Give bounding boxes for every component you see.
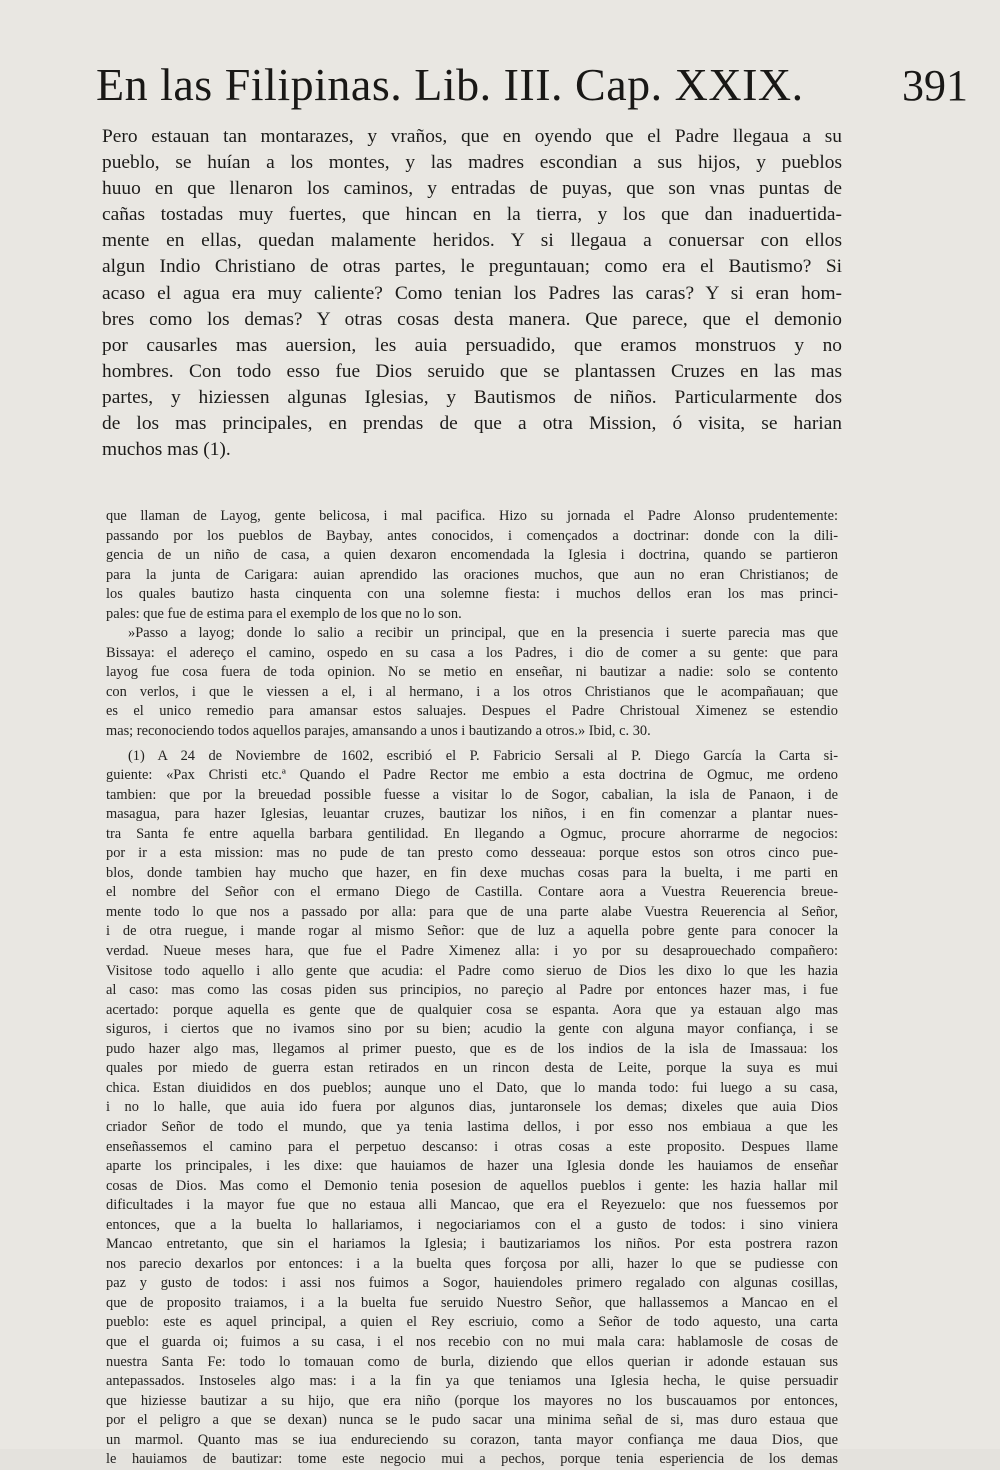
- footnote-line: pales: que fue de estima para el exemplo de los que no lo son.: [106, 605, 462, 622]
- footnote-line: guiente: «Pax Christi etc.ª Quando el Padre Rector me embio a esta doctrina de Ogmuc, me ordeno: [106, 767, 838, 784]
- footnote-line: Bissaya: el adereço el camino, ospedo en su casa a los Padres, i dio de comer a su gente: que para: [106, 644, 838, 661]
- main-text: [102, 124, 842, 463]
- footnote-line: que el guarda oi; fuimos a su casa, i el nos recebio con no mui mala cara: hablamosle de cosas de: [106, 1333, 838, 1350]
- footnote-line: criador Señor de todo el mundo, que ya tenia lastima dellos, i por esso nos embiaua a que les: [106, 1118, 838, 1135]
- footnote-line: Visitose todo aquello i allo gente que acudia: el Padre como sieruo de Dios les dixo lo que les hazia: [106, 962, 838, 979]
- text-line: muchos mas (1).: [102, 439, 231, 461]
- footnote-line: nuestra Santa Fe: todo lo tomauan como de burla, diziendo que ellos querian ir adonde estauan sus: [106, 1353, 838, 1370]
- footnote-line: nos parecio dexarlos por entonces: i a la buelta ques forçosa por alli, hazer lo que se pudiesse con: [106, 1255, 838, 1272]
- footnote-block-3: [106, 747, 838, 1470]
- footnote-line: es el unico remedio para amansar estos saluajes. Despues el Padre Christoual Ximenez se estendio: [106, 703, 838, 720]
- footnote-line: blos, donde tambien hay mucho que hazer, en fin dexe muchas cosas para la buelta, i me parti en: [106, 864, 838, 881]
- footnote-line: »Passo a layog; donde lo salio a recibir un principal, que en la presencia i suerte parecia mas que: [128, 625, 838, 642]
- text-line: hombres. Con todo esso fue Dios seruido que se plantassen Cruzes en las mas: [102, 360, 842, 382]
- text-line: acaso el agua era muy caliente? Como tenian los Padres las caras? Y si eran hom-: [102, 282, 842, 304]
- text-line: pueblo, se huían a los montes, y las madres escondian a sus hijos, y pueblos: [102, 152, 842, 174]
- footnote-line: Mancao entretanto, que sin el hariamos la Iglesia; i bautizariamos los niños. Por esta postrera razon: [106, 1236, 838, 1253]
- footnote-block-1: [106, 507, 838, 624]
- footnote-line: dificultades i la mayor fue que no estaua alli Mancao, que era el Reyezuelo: que nos fuessemos por: [106, 1197, 838, 1214]
- footnote-line: le hauiamos de bautizar: tome este negocio mui a pechos, porque tenia esperiencia de los demas: [106, 1451, 838, 1468]
- footnote-line: el nombre del Señor con el ermano Diego de Castilla. Contare aora a Vuestra Reuerencia breue-: [106, 884, 838, 901]
- footnote-line: quales por miedo de guerra estan retirados en un rincon desta de Leite, porque la suya es mui: [106, 1060, 838, 1077]
- footnote-line: al caso: mas como las cosas piden sus principios, no pareçio al Padre por entonces hazer mas, i fue: [106, 982, 838, 999]
- footnote-line: paz y gusto de todos: i assi nos fuimos a Sogor, hauiendoles primero regalado con algunas cosillas,: [106, 1275, 838, 1292]
- footnote-line: mas; reconociendo todos aquellos parajes, amansando a unos i bautizando a otros.» Ibid, c. 30.: [106, 723, 651, 740]
- text-line: mente en ellas, quedan malamente heridos. Y si llegaua a conuersar con ellos: [102, 230, 842, 252]
- footnote-line: pudo hazer algo mas, llegamos al primer puesto, que es de los indios de la isla de Imassaua: los: [106, 1040, 838, 1057]
- footnote-line: pueblo: este es aquel principal, a quien el Rey escriuio, como a Señor de todo aquesto, una carta: [106, 1314, 838, 1331]
- footnote-line: tra Santa fe entre aquella barbara gentilidad. En llegando a Ogmuc, procure ahorrarme de negocios:: [106, 825, 838, 842]
- text-line: partes, y hiziessen algunas Iglesias, y Bautismos de niños. Particularmente dos: [102, 386, 842, 408]
- text-line: por causarles mas auersion, les auia persuadido, que eramos monstruos y no: [102, 334, 842, 356]
- text-line: de los mas principales, en prendas de que a otra Mission, ó visita, se harian: [102, 413, 842, 435]
- footnote-line: aparte los principales, i les dixe: que hauiamos de hazer una Iglesia donde les hauiamos de enseñar: [106, 1158, 838, 1175]
- text-line: cañas tostadas muy fuertes, que hincan en la tierra, y los que dan inaduertida-: [102, 204, 842, 226]
- page-number: 391: [902, 61, 968, 110]
- footnote-line: entonces, que a la buelta lo hallariamos, i negociariamos con el a gusto de todos: i sino viniera: [106, 1216, 838, 1233]
- footnote-line: enseñassemos el camino para el perpetuo descanso: i otras cosas a este proposito. Despues llame: [106, 1138, 838, 1155]
- footnote-line: que de proposito traiamos, i a la buelta fue seruido Nuestro Señor, que hallassemos a Mancao en el: [106, 1294, 838, 1311]
- footnote-line: acertado: porque aquella es gente que de qualquier cosa se espanta. Aora que ya estauan algo mas: [106, 1001, 838, 1018]
- footnote-line: tambien: que por la breuedad possible fuesse a visitar lo de Sogor, cabalian, la isla de Panaon, i de: [106, 786, 838, 803]
- footnote-line: por el peligro a que se dexan) nunca se le pudo sacar una minima señal de si, mas duro estaua que: [106, 1412, 838, 1429]
- footnotes: [106, 507, 838, 1470]
- footnote-line: i de otra ruegue, i mande rogar al mismo Señor: que de luz a aquella pobre gente para conocer la: [106, 923, 838, 940]
- footnote-line: un marmol. Quanto mas se iua endureciendo su corazon, tanta mayor confiança me daua Dios, que: [106, 1431, 838, 1448]
- footnote-line: i no lo halle, que auia ido fuera por algunos dias, juntaronsele los demas; dixeles que auia Dios: [106, 1099, 838, 1116]
- running-head: [96, 58, 968, 128]
- footnote-line: cosas de Dios. Mas como el Demonio tenia posesion de aquellos pueblos i gente: les hazia hallar mil: [106, 1177, 838, 1194]
- footnote-line: los quales bautizo hasta cinquenta con una solemne fiesta: i muchos dellos eran los mas princi-: [106, 586, 838, 603]
- footnote-line: gencia de un niño de casa, a quien dexaron encomendada la Iglesia i doctrina, quando se partieron: [106, 547, 838, 564]
- text-line: Pero estauan tan montarazes, y vraños, que en oyendo que el Padre llegaua a su: [102, 126, 842, 147]
- footnote-line: por ir a esta mission: mas no pude de tan presto como desseaua: porque estos son otros cinco pue-: [106, 845, 838, 862]
- text-line: huuo en que llenaron los caminos, y entradas de puyas, que son vnas puntas de: [102, 178, 842, 200]
- footnote-line: verdad. Nueue meses hara, que fue el Padre Ximenez alla: i yo por su desaprouechado compañero:: [106, 943, 838, 960]
- footnote-block-2: [106, 624, 838, 741]
- footnote-line: chica. Estan diuididos en dos pueblos; aunque uno el Dato, que lo manda todo: fui luego a su casa,: [106, 1079, 838, 1096]
- footnote-line: con verlos, i que le viessen a el, i al hermano, i a los otros Christianos que le acompañauan; que: [106, 683, 838, 700]
- footnote-line: siguros, i ciertos que no ivamos sino por su bien; acudio la gente con alguna mayor confiança, i se: [106, 1021, 838, 1038]
- footnote-line: passando por los pueblos de Baybay, antes conocidos, i començados a doctrinar: donde con la dili-: [106, 527, 838, 544]
- footnote-line: antepassados. Instoseles algo mas: i a la fin ya que teniamos una Iglesia hecha, le quise persuadir: [106, 1373, 838, 1390]
- footnote-line: que hiziesse bautizar a su hijo, que era niño (porque los mayores no los buscauamos por entonces,: [106, 1392, 838, 1409]
- running-title: En las Filipinas. Lib. III. Cap. XXIX.: [96, 59, 804, 110]
- footnote-line: que llaman de Layog, gente belicosa, i mal pacifica. Hizo su jornada el Padre Alonso prudentemente:: [106, 508, 838, 524]
- footnote-line: mente todo lo que nos a passado por alla: para que de una parte alabe Vuestra Reuerencia al Señor,: [106, 903, 838, 920]
- footnote-line: layog fue cosa fuera de toda opinion. No se metio en enseñar, ni bautizar a nadie: solo se contento: [106, 664, 838, 681]
- text-line: algun Indio Christiano de otras partes, le preguntauan; como era el Bautismo? Si: [102, 256, 842, 278]
- footnote-line: para la junta de Carigara: auian aprendido las oraciones muchos, que aun no eran Christianos; de: [106, 566, 838, 583]
- footnote-line: masagua, para hazer Iglesias, leuantar cruzes, bautizar los niños, i en fin comenzar a plantar nues-: [106, 806, 838, 823]
- footnote-line: (1) A 24 de Noviembre de 1602, escribió el P. Fabricio Sersali al P. Diego García la Carta si-: [128, 747, 838, 764]
- text-line: bres como los demas? Y otras cosas desta manera. Que parece, que el demonio: [102, 308, 842, 330]
